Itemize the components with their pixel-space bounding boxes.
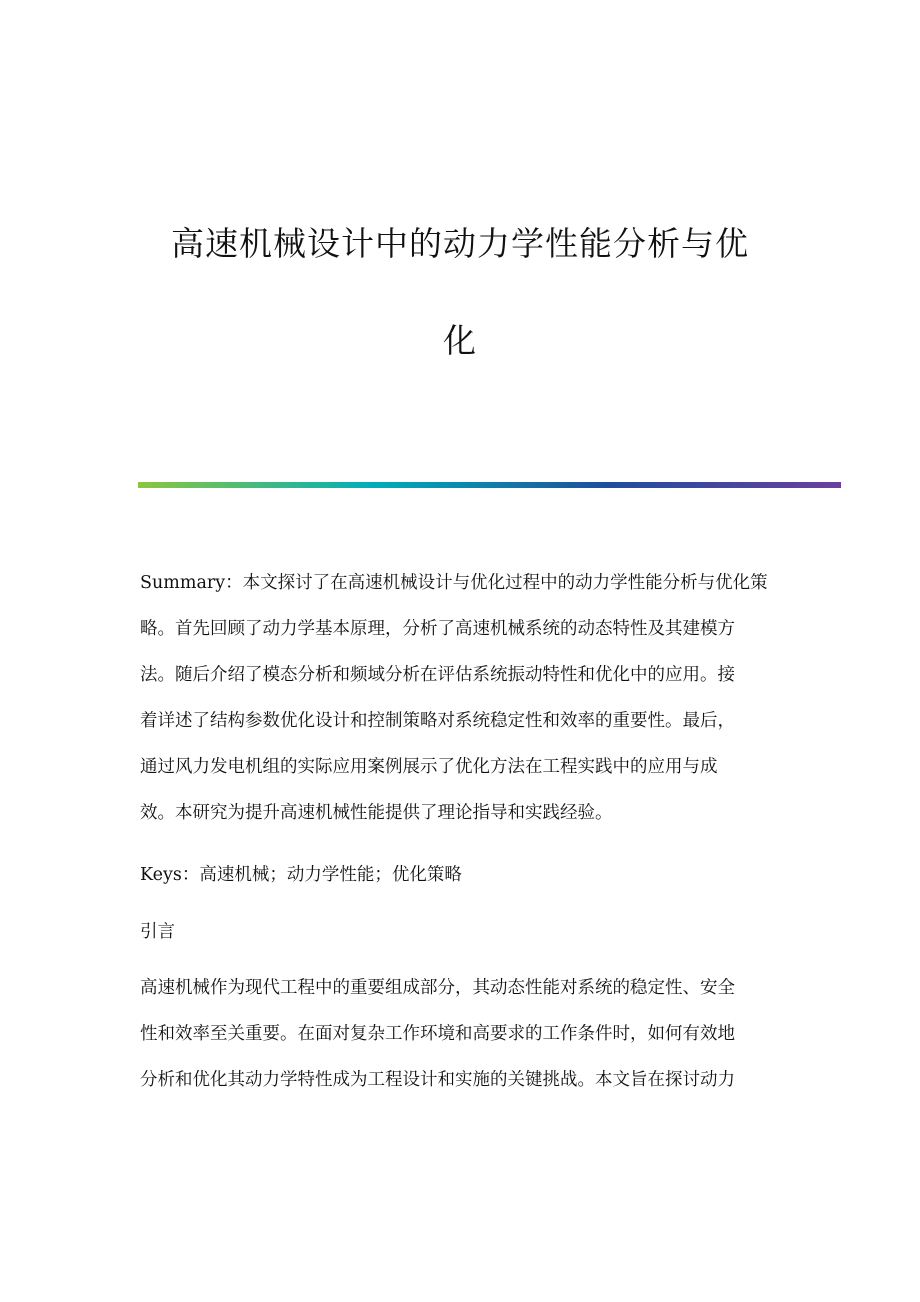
document-title-line-2: 化 xyxy=(443,321,477,360)
summary-line: 通过风力发电机组的实际应用案例展示了优化方法在工程实践中的应用与成 xyxy=(140,757,718,777)
summary-line: 法。随后介绍了模态分析和频域分析在评估系统振动特性和优化中的应用。接 xyxy=(140,665,735,685)
section-heading: 引言 xyxy=(140,922,175,942)
keywords-line: Keys：高速机械；动力学性能；优化策略 xyxy=(140,865,462,885)
summary-line: 效。本研究为提升高速机械性能提供了理论指导和实践经验。 xyxy=(140,803,613,823)
summary-line: 着详述了结构参数优化设计和控制策略对系统稳定性和效率的重要性。最后， xyxy=(140,711,735,731)
intro-line: 高速机械作为现代工程中的重要组成部分，其动态性能对系统的稳定性、安全 xyxy=(140,978,735,998)
summary-line: Summary：本文探讨了在高速机械设计与优化过程中的动力学性能分析与优化策 xyxy=(140,573,768,593)
document-title-line-1: 高速机械设计中的动力学性能分析与优 xyxy=(171,224,749,263)
summary-line: 略。首先回顾了动力学基本原理，分析了高速机械系统的动态特性及其建模方 xyxy=(140,619,735,639)
intro-line: 分析和优化其动力学特性成为工程设计和实施的关键挑战。本文旨在探讨动力 xyxy=(140,1070,735,1090)
title-divider xyxy=(138,482,841,488)
intro-line: 性和效率至关重要。在面对复杂工作环境和高要求的工作条件时，如何有效地 xyxy=(140,1024,735,1044)
